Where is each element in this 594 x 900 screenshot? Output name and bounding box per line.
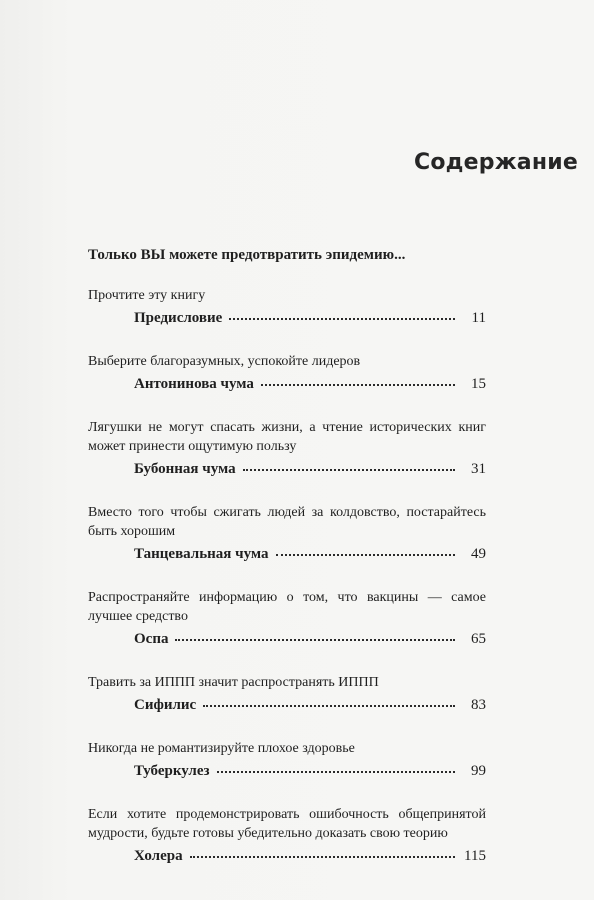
chapter-title: Предисловие	[134, 310, 223, 326]
chapter-title: Туберкулез	[134, 763, 210, 779]
toc-entry-syphilis	[88, 673, 486, 715]
page-number: 11	[471, 310, 486, 326]
toc-entry-cholera	[88, 805, 486, 866]
entry-lead: Вместо того чтобы сжигать людей за колдовство, постарайтесь быть хорошим	[88, 505, 486, 539]
chapter-line	[134, 696, 486, 715]
chapter-line	[134, 375, 486, 394]
toc-entry-antonine-plague	[88, 352, 486, 394]
toc-entry-dancing-plague	[88, 503, 486, 564]
dot-leader	[229, 318, 455, 320]
toc-entry-preface	[88, 286, 486, 328]
page-number: 83	[471, 697, 486, 713]
toc-entry-tuberculosis	[88, 739, 486, 781]
entry-lead: Если хотите продемонстрировать ошибочность общепринятой мудрости, будьте готовы убедительно доказать свою теорию	[88, 807, 486, 841]
chapter-title: Танцевальная чума	[134, 546, 269, 562]
dot-leader	[175, 639, 455, 641]
toc-entry-bubonic-plague	[88, 418, 486, 479]
part-heading: Только ВЫ можете предотвратить эпидемию...	[88, 247, 406, 263]
chapter-title: Сифилис	[134, 697, 197, 713]
entry-lead: Никогда не романтизируйте плохое здоровье	[88, 741, 355, 756]
page-number: 49	[471, 546, 486, 562]
chapter-line	[134, 460, 486, 479]
chapter-title: Холера	[134, 848, 183, 864]
page-number: 31	[471, 461, 486, 477]
chapter-title: Оспа	[134, 631, 169, 647]
chapter-title: Антонинова чума	[134, 376, 254, 392]
entry-lead: Травить за ИППП значит распространять ИППП	[88, 675, 379, 690]
dot-leader	[261, 384, 455, 386]
entry-lead: Лягушки не могут спасать жизни, а чтение исторических книг может принести ощутимую пользу	[88, 420, 486, 454]
chapter-line	[134, 545, 486, 564]
dot-leader	[243, 469, 455, 471]
chapter-line	[134, 847, 486, 866]
page-number: 65	[471, 631, 486, 647]
dot-leader	[217, 771, 455, 773]
page-title: Содержание	[414, 150, 578, 175]
entry-lead: Выберите благоразумных, успокойте лидеров	[88, 354, 361, 369]
entry-lead: Распространяйте информацию о том, что вакцины — самое лучшее средство	[88, 590, 486, 624]
dot-leader	[190, 856, 455, 858]
page-number: 99	[471, 763, 486, 779]
dot-leader	[203, 705, 455, 707]
table-of-contents	[88, 246, 486, 890]
page-number: 15	[471, 376, 486, 392]
entry-lead: Прочтите эту книгу	[88, 288, 206, 303]
dot-leader	[276, 554, 455, 556]
chapter-line	[134, 309, 486, 328]
chapter-title: Бубонная чума	[134, 461, 236, 477]
chapter-line	[134, 762, 486, 781]
toc-entry-smallpox	[88, 588, 486, 649]
page-number: 115	[464, 848, 486, 864]
chapter-line	[134, 630, 486, 649]
